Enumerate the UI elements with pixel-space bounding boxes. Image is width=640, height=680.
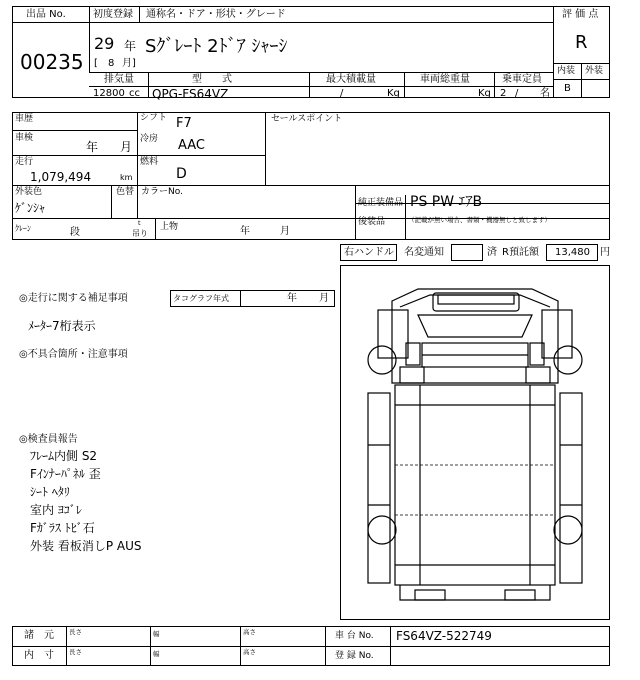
rhd-label: 右ハンドル (344, 247, 394, 258)
crane-ton-unit: t (138, 219, 141, 227)
registration-number-label: 登 録 No. (335, 651, 374, 661)
grade-value: Sｸﾞﾚｰﾄ 2ﾄﾞｱ ｼｬｰｼ (145, 36, 288, 57)
spec-length-label: 長さ (69, 628, 82, 636)
inner-length-label: 長さ (69, 648, 82, 656)
defects-heading: ◎不具合箇所・注意事項 (19, 349, 128, 360)
recycle-unit: 円 (600, 247, 610, 258)
ac-value: AAC (178, 138, 205, 153)
lot-label: 出品 No. (26, 9, 66, 20)
inner-dims-row-label: 内 寸 (24, 650, 54, 661)
spec-height-label: 高さ (243, 628, 256, 636)
recycle-done-mark: 済 (487, 247, 497, 258)
history-label: 車歴 (15, 114, 34, 124)
inspector-item: 外装 看板消しP AUS (30, 539, 142, 553)
displacement-label: 排気量 (104, 74, 134, 85)
inspector-item: ﾌﾚｰﾑ内側 S2 (30, 449, 98, 463)
first-registration-month-unit: 月] (122, 58, 136, 69)
first-registration-year-unit: 年 (124, 39, 137, 53)
first-registration-month-open: [ (94, 58, 98, 69)
model-label: 型 式 (192, 74, 232, 85)
recycle-label: R預託額 (502, 247, 539, 258)
ac-label: 冷房 (140, 134, 159, 144)
max-load-unit: Kg (387, 88, 400, 99)
driving-notes-heading: ◎走行に関する補足事項 (19, 293, 128, 304)
gross-weight-label: 車両総重量 (420, 74, 470, 85)
shift-label: シフト (140, 113, 168, 123)
exterior-color-label: 外装色 (15, 187, 43, 197)
mileage-unit: km (120, 173, 133, 182)
sales-points-label: セールスポイント (271, 114, 343, 124)
inner-height-label: 高さ (243, 648, 256, 656)
first-registration-month: 8 (108, 58, 115, 69)
mileage-label: 走行 (15, 157, 34, 167)
inspector-item: Fｲﾝﾅｰﾊﾟﾈﾙ 歪 (30, 467, 101, 481)
equipment-value: PS PW ｴｱB (410, 194, 483, 210)
specs-row-label: 諸 元 (24, 630, 54, 641)
shaken-year-unit: 年 (86, 140, 99, 154)
name-change-box (451, 244, 483, 261)
exterior-color-value: ｹﾞﾝｼｬ (15, 201, 46, 215)
interior-score: B (564, 83, 571, 94)
upper-body-year-unit: 年 (240, 226, 250, 237)
gross-weight-unit: Kg (478, 88, 491, 99)
first-registration-year: 29 (94, 34, 115, 53)
recycle-amount: 13,480 (555, 247, 590, 258)
mileage-value: 1,079,494 (30, 170, 92, 184)
color-number-label: カラーNo. (141, 187, 183, 197)
model-value: QPG-FS64VZ (152, 87, 229, 101)
displacement-unit: cc (129, 88, 140, 99)
chassis-number: FS64VZ-522749 (396, 629, 492, 643)
name-change-label: 名変通知 (404, 247, 444, 258)
upper-body-label: 上物 (160, 222, 179, 232)
grade-label: 通称名・ドア・形状・グレード (146, 9, 286, 20)
inspector-item: 室内 ﾖｺﾞﾚ (30, 503, 82, 517)
evaluation-score: R (575, 32, 588, 53)
equipment-label: 純正装備品 (358, 198, 404, 208)
chassis-number-label: 車 台 No. (335, 631, 374, 641)
lot-number: 00235 (20, 50, 84, 74)
inspector-item: ｼｰﾄ ﾍﾀﾘ (30, 485, 70, 499)
max-load-slash: / (340, 88, 344, 99)
interior-score-label: 内装 (557, 66, 576, 76)
upper-body-month-unit: 月 (280, 226, 290, 237)
displacement-value: 12800 (93, 88, 125, 99)
shaken-label: 車検 (15, 133, 34, 143)
truck-diagram (340, 265, 610, 620)
color-change-label: 色替 (116, 187, 135, 197)
capacity-slash: / (515, 88, 519, 99)
inspector-item: Fｶﾞﾗｽ ﾄﾋﾞ石 (30, 521, 95, 535)
fuel-label: 燃料 (140, 157, 159, 167)
aftermarket-note: （記載が無い場合、書類・機器無しと致します） (408, 216, 551, 224)
capacity-value: 2 (500, 88, 507, 99)
exterior-score-label: 外装 (585, 66, 604, 76)
capacity-unit: 名 (540, 88, 550, 99)
inspector-heading: ◎検査員報告 (19, 434, 78, 445)
inner-width-label: 幅 (153, 650, 160, 658)
spec-width-label: 幅 (153, 630, 160, 638)
capacity-label: 乗車定員 (502, 74, 542, 85)
evaluation-label: 評 価 点 (562, 9, 599, 20)
crane-stage-unit: 段 (70, 227, 80, 238)
crane-label: ｸﾚｰﾝ (15, 224, 31, 233)
first-registration-label: 初度登録 (93, 9, 133, 20)
fuel-value: D (176, 166, 187, 182)
shift-value: F7 (176, 116, 192, 131)
tachograph-label: タコグラフ年式 (173, 294, 229, 303)
max-load-label: 最大積載量 (326, 74, 376, 85)
aftermarket-label: 後装品 (358, 217, 386, 227)
driving-note: ﾒｰﾀｰ7桁表示 (28, 319, 96, 333)
tachograph-month-unit: 月 (319, 293, 329, 304)
crane-lift-unit: 吊り (132, 229, 148, 238)
tachograph-year-unit: 年 (287, 293, 297, 304)
shaken-month-unit: 月 (120, 140, 133, 154)
